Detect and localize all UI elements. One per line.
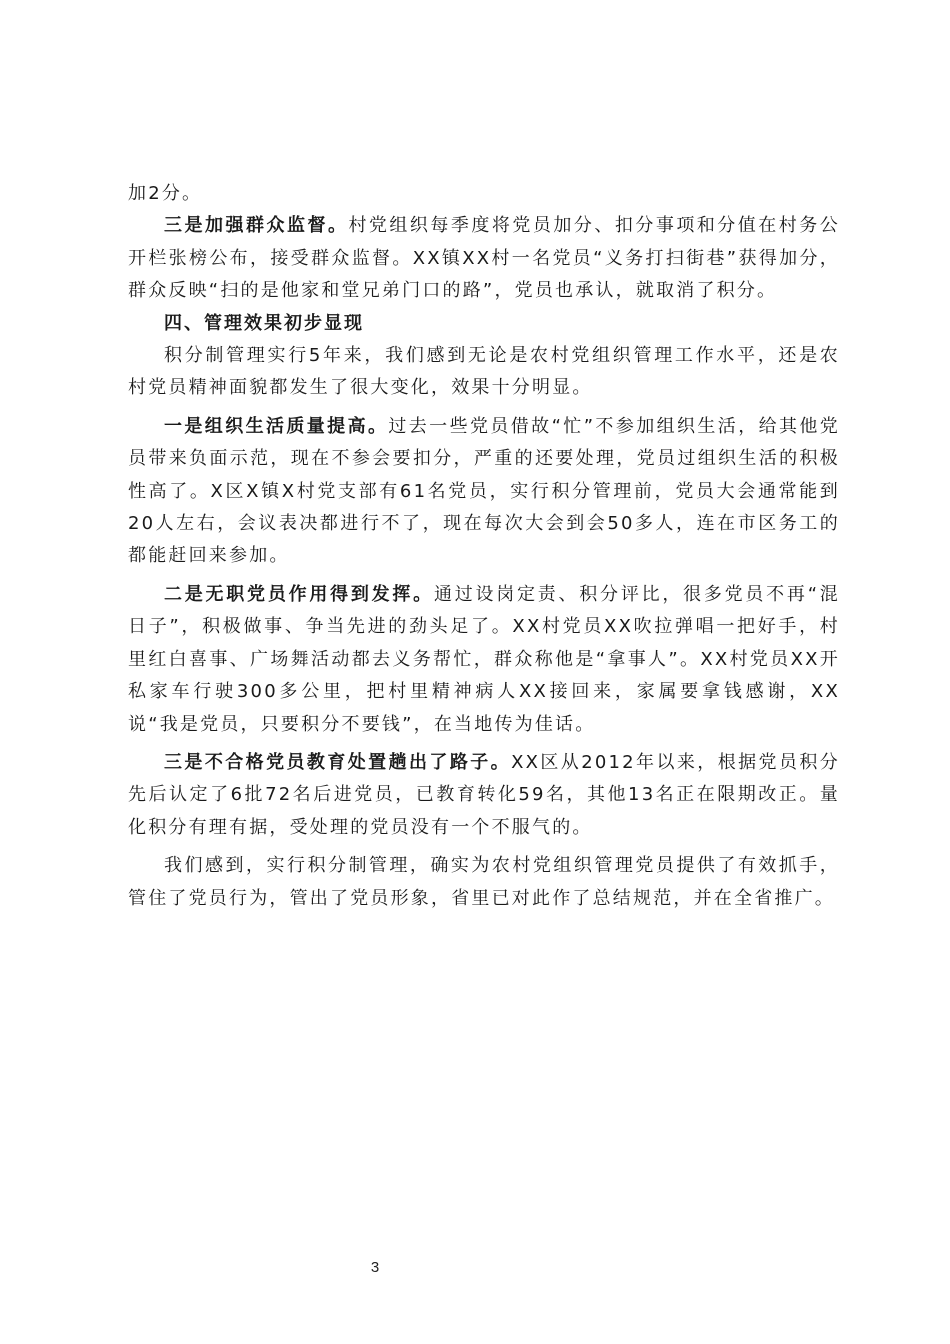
paragraph-lead: 三是不合格党员教育处置趟出了路子。 <box>164 751 512 773</box>
paragraph-intro <box>128 340 840 405</box>
paragraph-lead: 三是加强群众监督。 <box>164 215 349 237</box>
paragraph-conclusion <box>128 850 840 915</box>
paragraph-text: 通过设岗定责、积分评比，很多党员不再“混日子”，积极做事、争当先进的劲头足了。XX村党员XX吹拉弹唱一把好手，村里红白喜事、广场舞活动都去义务帮忙，群众称他是“拿事人”。XX村党员XX开私家车行驶300多公里，把村里精神病人XX接回来，家属要拿钱感谢，XX说“我是党员，只要积分不要钱”，在当地传为佳话。 <box>128 583 840 735</box>
paragraph-lead: 二是无职党员作用得到发挥。 <box>164 583 434 605</box>
paragraph-text: 积分制管理实行5年来，我们感到无论是农村党组织管理工作水平，还是农村党员精神面貌都发生了很大变化，效果十分明显。 <box>128 345 840 399</box>
paragraph-text: 过去一些党员借故“忙”不参加组织生活，给其他党员带来负面示范，现在不参会要扣分，严重的还要处理，党员过组织生活的积极性高了。X区X镇X村党支部有61名党员，实行积分管理前，党员大会通常能到20人左右，会议表决都进行不了，现在每次大会到会50多人，连在市区务工的都能赶回来参加。 <box>128 415 841 567</box>
section-heading: 四、管理效果初步显现 <box>164 312 364 334</box>
paragraph-continuation <box>128 178 840 210</box>
paragraph-mass-supervision <box>128 210 840 307</box>
body-text <box>128 178 840 915</box>
paragraph-org-life <box>128 411 840 573</box>
page-number: 3 <box>370 1259 380 1276</box>
paragraph-unqualified-members <box>128 747 840 844</box>
paragraph-text: 村党组织每季度将党员加分、扣分事项和分值在村务公开栏张榜公布，接受群众监督。XX镇XX村一名党员“义务打扫街巷”获得加分，群众反映“扫的是他家和堂兄弟门口的路”，党员也承认，就取消了积分。 <box>128 215 840 302</box>
paragraph-non-office-members <box>128 579 840 741</box>
paragraph-text: 我们感到，实行积分制管理，确实为农村党组织管理党员提供了有效抓手，管住了党员行为，管出了党员形象，省里已对此作了总结规范，并在全省推广。 <box>128 855 840 909</box>
paragraph-text: 加2分。 <box>128 183 203 204</box>
paragraph-lead: 一是组织生活质量提高。 <box>164 415 389 437</box>
paragraph-text: XX区从2012年以来，根据党员积分先后认定了6批72名后进党员，已教育转化59名，其他13名正在限期改正。量化积分有理有据，受处理的党员没有一个不服气的。 <box>128 751 840 838</box>
